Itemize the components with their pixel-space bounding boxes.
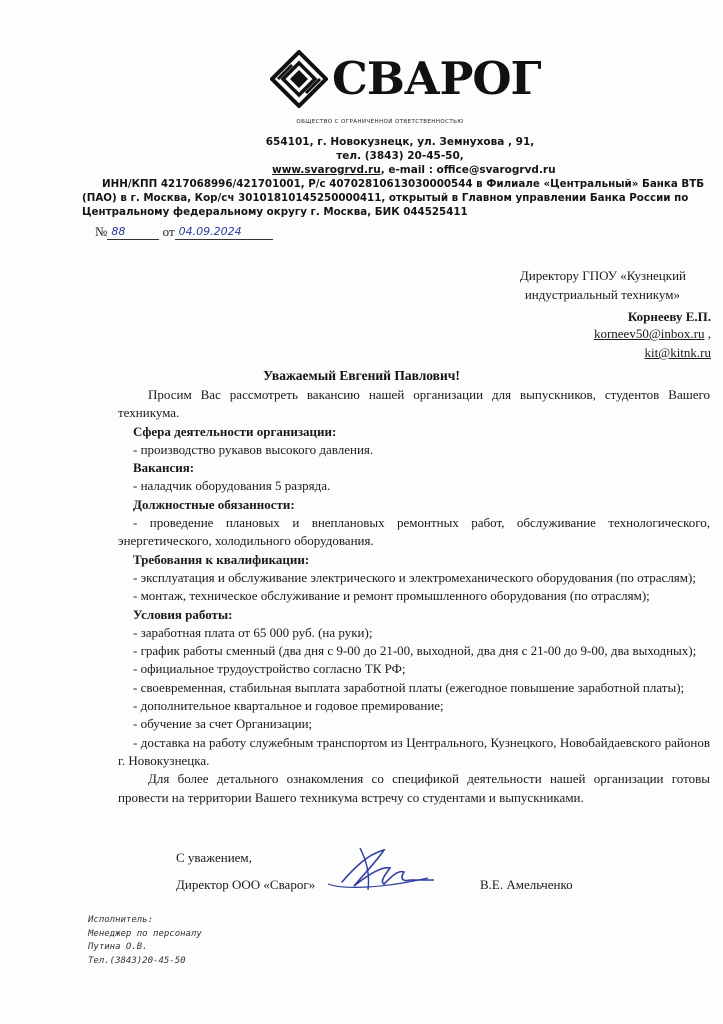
addressee-position xyxy=(520,266,686,304)
contact-line xyxy=(272,163,556,177)
condition-item: - своевременная, стабильная выплата заработной платы (ежегодное повышение заработной платы); xyxy=(133,679,685,695)
handwritten-signature xyxy=(324,838,434,898)
company-logo xyxy=(270,50,541,118)
addressee-position-line: индустриальный техникум» xyxy=(524,287,680,302)
company-address: 654101, г. Новокузнецк, ул. Земнухова , 91, xyxy=(265,136,535,148)
addressee-position-line: Директору ГПОУ «Кузнецкий xyxy=(519,268,686,283)
company-phone: тел. (3843) 20-45-50, xyxy=(336,150,464,162)
executor-block xyxy=(88,914,202,968)
executor-name: Путина О.В. xyxy=(88,942,148,952)
letter-body xyxy=(118,386,710,807)
salutation: Уважаемый Евгений Павлович! xyxy=(263,368,460,383)
executor-position: Менеджер по персоналу xyxy=(88,928,202,939)
condition-item: - график работы сменный (два дня с 9-00 до 21-00, выходной, два дня с 21-00 до 9-00, два выходных); xyxy=(133,643,697,659)
duties-heading: Должностные обязанности: xyxy=(133,496,295,512)
bank-line: (ПАО) в г. Москва, Кор/сч 30101810145250000411, открытый в Главном управлении Банка России по xyxy=(82,192,689,204)
addressee-email-suffix: , xyxy=(704,326,711,341)
requirement-item: - эксплуатация и обслуживание электрического и электромеханического оборудования (по отраслям); xyxy=(133,569,696,585)
svarog-emblem-icon xyxy=(270,50,328,108)
bank-details xyxy=(82,177,705,219)
bank-line: Центральному федеральному округу г. Москва, БИК 044525411 xyxy=(82,206,468,218)
addressee-email-link[interactable]: korneev50@inbox.ru xyxy=(593,326,705,341)
condition-item: - заработная плата от 65 000 руб. (на руки); xyxy=(133,624,373,640)
number-value: 88 xyxy=(111,225,126,238)
condition-item: - дополнительное квартальное и годовое премирование; xyxy=(133,698,444,714)
vacancy-text: - наладчик оборудования 5 разряда. xyxy=(133,478,331,494)
requirement-item: - монтаж, техническое обслуживание и ремонт промышленного оборудования (по отраслям); xyxy=(133,588,650,604)
company-name: СВАРОГ xyxy=(332,52,541,105)
closing-paragraph: Для более детального ознакомления со спецификой деятельности нашей организации готовы провести на территории Вашего техникума встречу со студентами и выпускниками. xyxy=(118,771,710,805)
date-label: от xyxy=(162,224,175,239)
executor-phone: Тел.(3843)20-45-50 xyxy=(88,955,186,966)
date-value: 04.09.2024 xyxy=(178,225,242,238)
sphere-text: - производство рукавов высокого давления. xyxy=(133,441,374,457)
bank-line: ИНН/КПП 4217068996/421701001, Р/с 40702810613030000544 в Филиале «Центральный» Банка ВТБ xyxy=(102,178,705,190)
requirements-heading: Требования к квалификации: xyxy=(133,551,310,567)
sphere-heading: Сфера деятельности организации: xyxy=(133,423,337,439)
condition-item: - доставка на работу служебным транспортом из Центрального, Кузнецкого, Новобайдаевского районов г. Новокузнецка. xyxy=(118,734,710,768)
registration-line xyxy=(95,224,273,240)
number-label: № xyxy=(95,224,108,239)
duties-text: - проведение плановых и внеплановых ремонтных работ, обслуживание технологического, энергетического, холодильного оборудования. xyxy=(118,515,710,549)
executor-label: Исполнитель: xyxy=(88,915,154,925)
signer-name: В.Е. Амельченко xyxy=(480,877,573,892)
condition-item: - обучение за счет Организации; xyxy=(133,716,313,732)
intro-paragraph: Просим Вас рассмотреть вакансию нашей организации для выпускников, студентов Вашего техникума. xyxy=(118,387,710,421)
addressee-emails xyxy=(594,324,711,362)
addressee-email-link[interactable]: kit@kitnk.ru xyxy=(644,345,711,360)
condition-item: - официальное трудоустройство согласно ТК РФ; xyxy=(133,661,406,677)
regards: С уважением, xyxy=(176,850,252,865)
vacancy-heading: Вакансия: xyxy=(133,460,195,476)
website-link[interactable]: www.svarogrvd.ru xyxy=(272,164,381,176)
signer-position: Директор ООО «Сварог» xyxy=(176,877,316,892)
conditions-heading: Условия работы: xyxy=(133,606,233,622)
addressee-name: Корнееву Е.П. xyxy=(627,309,711,324)
company-email: , e-mail : office@svarogrvd.ru xyxy=(380,164,556,176)
company-form: ОБЩЕСТВО С ОГРАНИЧЕННОЙ ОТВЕТСТВЕННОСТЬЮ xyxy=(296,119,464,125)
